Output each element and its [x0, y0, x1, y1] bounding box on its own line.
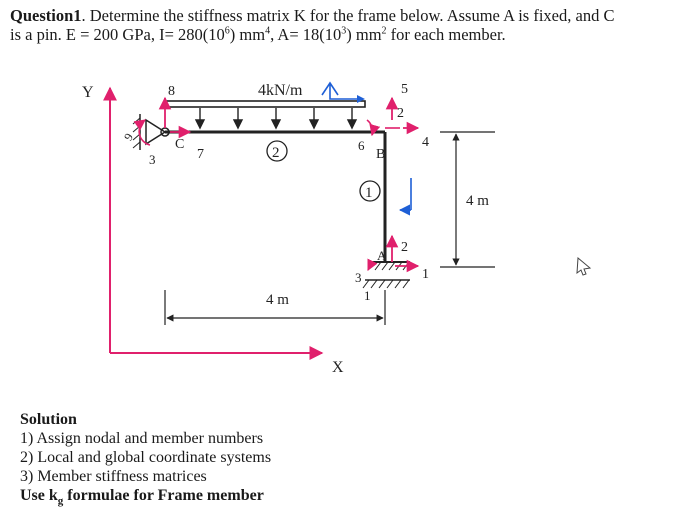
dimension-vertical — [440, 132, 495, 267]
dim-horizontal-label: 4 m — [266, 292, 289, 308]
dof-c-8: 8 — [168, 84, 175, 99]
solution-step-2: 2) Local and global coordinate systems — [20, 449, 272, 466]
local-axes-member-1 — [400, 178, 411, 210]
member-2-label — [267, 141, 287, 161]
dof-a-3: 3 — [355, 270, 362, 285]
node-b-label: B — [376, 147, 386, 162]
solution-step-4: Use $k_g$ formulae for Frame member — [20, 487, 264, 508]
dof-arrows-c — [121, 84, 204, 167]
node-a-label: A — [377, 248, 387, 263]
solution-step-1: 1) Assign nodal and member numbers — [20, 430, 264, 447]
question-label: Question1 — [10, 6, 82, 25]
dof-a-2: 2 — [401, 240, 408, 255]
dof-arrows-a — [355, 236, 429, 303]
solution-heading: Solution — [20, 411, 77, 428]
question-text: Question1. Determine the stiffness matrix K for the frame below. Assume A is fixed, and C is a pin. E = 200 GPa, $I= 280(10^6)$ $mm^4$, $A= 18(10^3)$ $mm^2$ for each member. — [10, 6, 615, 44]
dimension-horizontal — [165, 290, 385, 325]
global-axes — [82, 84, 344, 376]
dof-b-5: 5 — [401, 82, 408, 97]
load-label: 4kN/m — [258, 82, 303, 99]
dof-a-1b: 1 — [364, 288, 371, 303]
dof-b-2: 2 — [397, 106, 404, 121]
dof-c-3: 3 — [149, 152, 156, 167]
member-1-label — [360, 181, 380, 201]
dof-c-9: 9 — [120, 130, 137, 143]
axis-y-label: Y — [82, 84, 94, 101]
distributed-load — [165, 82, 365, 128]
dof-c-7: 7 — [197, 147, 204, 162]
dof-b-4: 4 — [422, 135, 429, 150]
dof-arrows-b — [322, 82, 429, 162]
cursor-icon — [577, 258, 590, 275]
solution-block — [20, 410, 271, 511]
solution-step-3: 3) Member stiffness matrices — [20, 468, 207, 485]
dof-a-1: 1 — [422, 267, 429, 282]
node-c-label: C — [175, 137, 185, 152]
svg-text:2: 2 — [272, 145, 280, 161]
dim-vertical-label: 4 m — [466, 193, 489, 209]
dof-b-6: 6 — [358, 138, 365, 153]
axis-x-label: X — [332, 359, 344, 376]
svg-text:1: 1 — [365, 185, 373, 201]
